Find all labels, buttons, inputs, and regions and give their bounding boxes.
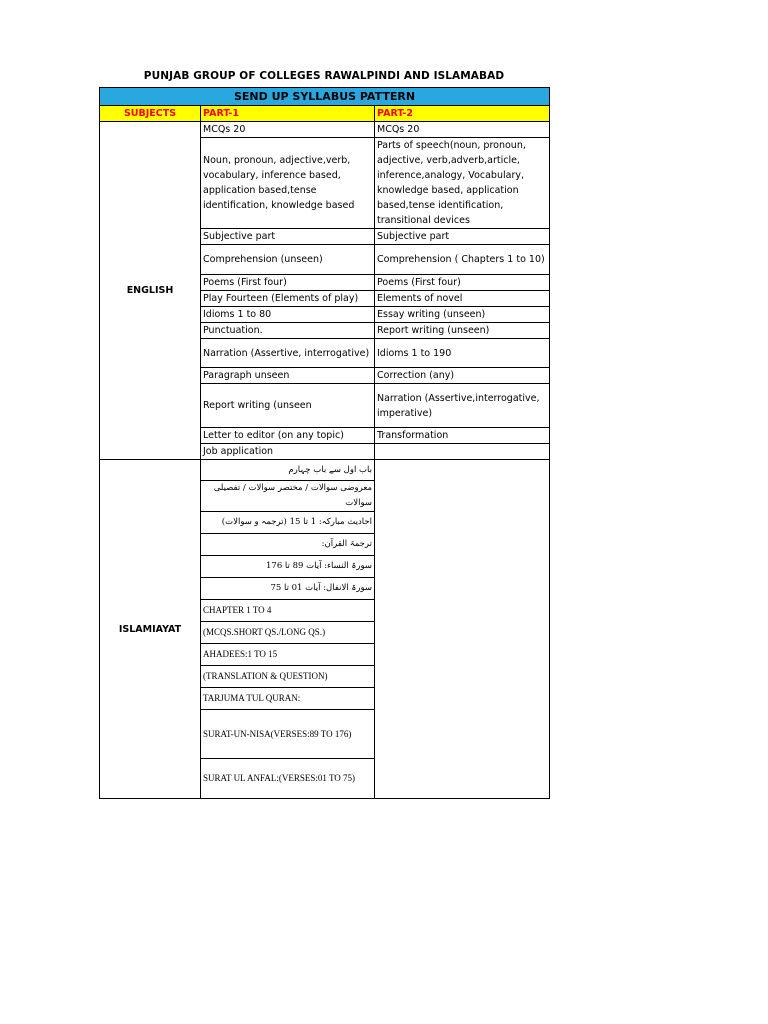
cell-part1: Job application [201, 444, 375, 460]
cell-part2: Poems (First four) [375, 275, 550, 291]
cell-part1: Paragraph unseen [201, 368, 375, 384]
cell-part1: Play Fourteen (Elements of play) [201, 291, 375, 307]
subject-islamiyat: ISLAMIAYAT [100, 460, 201, 799]
header-part2: PART-2 [375, 106, 550, 122]
page-title: PUNJAB GROUP OF COLLEGES RAWALPINDI AND ISLAMABAD [143, 70, 505, 82]
cell-part1: Subjective part [201, 229, 375, 245]
cell-part1: TARJUMA TUL QURAN: [201, 688, 375, 710]
header-part1: PART-1 [201, 106, 375, 122]
cell-part1: Report writing (unseen [201, 384, 375, 428]
cell-part2-empty [375, 460, 550, 799]
cell-part2: Parts of speech(noun, pronoun, adjective, verb,adverb,article, inference,analogy, Vocabulary, knowledge based, application based,tense identification, transitional devices [375, 138, 550, 229]
syllabus-table [99, 87, 550, 799]
cell-part1: (MCQS.SHORT QS./LONG QS.) [201, 622, 375, 644]
cell-part1: Comprehension (unseen) [201, 245, 375, 275]
cell-part2: Essay writing (unseen) [375, 307, 550, 323]
cell-part2: Transformation [375, 428, 550, 444]
cell-part2: Idioms 1 to 190 [375, 339, 550, 368]
cell-part1: Idioms 1 to 80 [201, 307, 375, 323]
syllabus-banner: SEND UP SYLLABUS PATTERN [100, 88, 550, 106]
cell-part1: معروضی سوالات / مختصر سوالات / تفصیلی سوالات [201, 481, 375, 512]
cell-part1: احادیث مبارکہ: 1 تا 15 (ترجمہ و سوالات) [201, 512, 375, 534]
cell-part1: MCQs 20 [201, 122, 375, 138]
cell-part1: سورۃ النساء: آیات 89 تا 176 [201, 556, 375, 578]
table-row [100, 460, 550, 481]
cell-part1: SURAT-UN-NISA(VERSES:89 TO 176) [201, 710, 375, 759]
table-row [100, 122, 550, 138]
cell-part1: سورۃ الانفال: آیات 01 تا 75 [201, 578, 375, 600]
cell-part1: Punctuation. [201, 323, 375, 339]
cell-part2 [375, 444, 550, 460]
cell-part1: AHADEES:1 TO 15 [201, 644, 375, 666]
cell-part1: CHAPTER 1 TO 4 [201, 600, 375, 622]
cell-part1: Letter to editor (on any topic) [201, 428, 375, 444]
cell-part2: Subjective part [375, 229, 550, 245]
cell-part2: Report writing (unseen) [375, 323, 550, 339]
cell-part1: Narration (Assertive, interrogative) [201, 339, 375, 368]
cell-part2: Comprehension ( Chapters 1 to 10) [375, 245, 550, 275]
cell-part2: Elements of novel [375, 291, 550, 307]
subject-english: ENGLISH [100, 122, 201, 460]
cell-part1: باب اول سے باب چہارم [201, 460, 375, 481]
cell-part2: Correction (any) [375, 368, 550, 384]
cell-part1: Noun, pronoun, adjective,verb, vocabulary, inference based, application based,tense identification, knowledge based [201, 138, 375, 229]
cell-part1: Poems (First four) [201, 275, 375, 291]
cell-part2: MCQs 20 [375, 122, 550, 138]
cell-part1: (TRANSLATION & QUESTION) [201, 666, 375, 688]
header-subjects: SUBJECTS [100, 106, 201, 122]
cell-part2: Narration (Assertive,interrogative, imperative) [375, 384, 550, 428]
cell-part1: SURAT UL ANFAL:(VERSES:01 TO 75) [201, 759, 375, 799]
cell-part1: ترجمۃ القرآن: [201, 534, 375, 556]
